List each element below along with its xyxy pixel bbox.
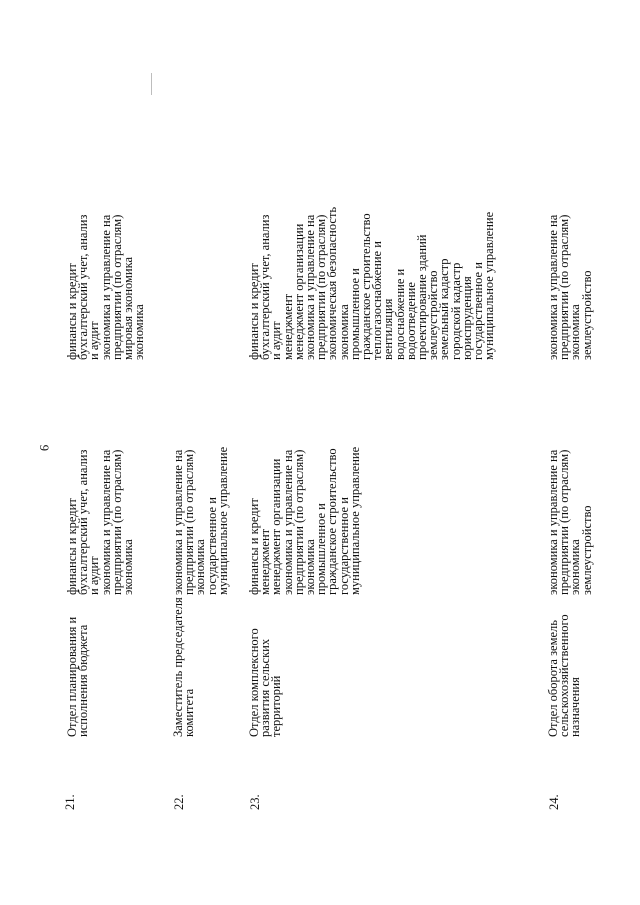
- specialties-list: экономика и управление на предприятии (по отраслям) экономика землеустройство: [546, 449, 594, 595]
- margin-mark: [151, 73, 152, 95]
- qualifications-list: финансы и кредит бухгалтерский учет, анализ и аудит менеджмент менеджмент организации экономика и управление на предприятии (по отраслям) экономическая безопасность экономика промышленное и гражданское строительство теплогазоснабжение и вентиляция водоснабжение и водоотведение проектирование зданий землеустройство земельный кадастр городской кадастр юриспруденция государственное и муниципальное управление: [247, 206, 497, 360]
- specialties-list: экономика и управление на предприятии (по отраслям) экономика государственное и муниципальное управление: [171, 446, 230, 595]
- row-number: 23.: [248, 794, 262, 810]
- department-name: Отдел планирования и исполнения бюджета: [65, 616, 91, 737]
- row-number: 22.: [172, 794, 186, 810]
- department-name: Отдел комплексного развития сельских территорий: [247, 628, 284, 737]
- specialties-list: финансы и кредит бухгалтерский учет, анализ и аудит экономика и управление на предприятии (по отраслям) экономика: [65, 449, 136, 595]
- qualifications-list: финансы и кредит бухгалтерский учет, анализ и аудит экономика и управление на предприятии (по отраслям) мировая экономика экономика: [65, 214, 147, 360]
- row-number: 24.: [547, 794, 561, 810]
- page-number: 9: [37, 444, 51, 451]
- specialties-list: финансы и кредит менеджмент менеджмент организации экономика и управление на предприятии (по отраслям) экономика промышленное и гражданское строительство государственное и муниципальное управление: [247, 446, 362, 595]
- qualifications-list: экономика и управление на предприятии (по отраслям) экономика землеустройство: [546, 214, 594, 360]
- row-number: 21.: [63, 794, 77, 810]
- department-name: Отдел оборота земель сельскохозяйственного назначения: [546, 614, 583, 737]
- department-name: Заместитель председателя комитета: [171, 597, 197, 737]
